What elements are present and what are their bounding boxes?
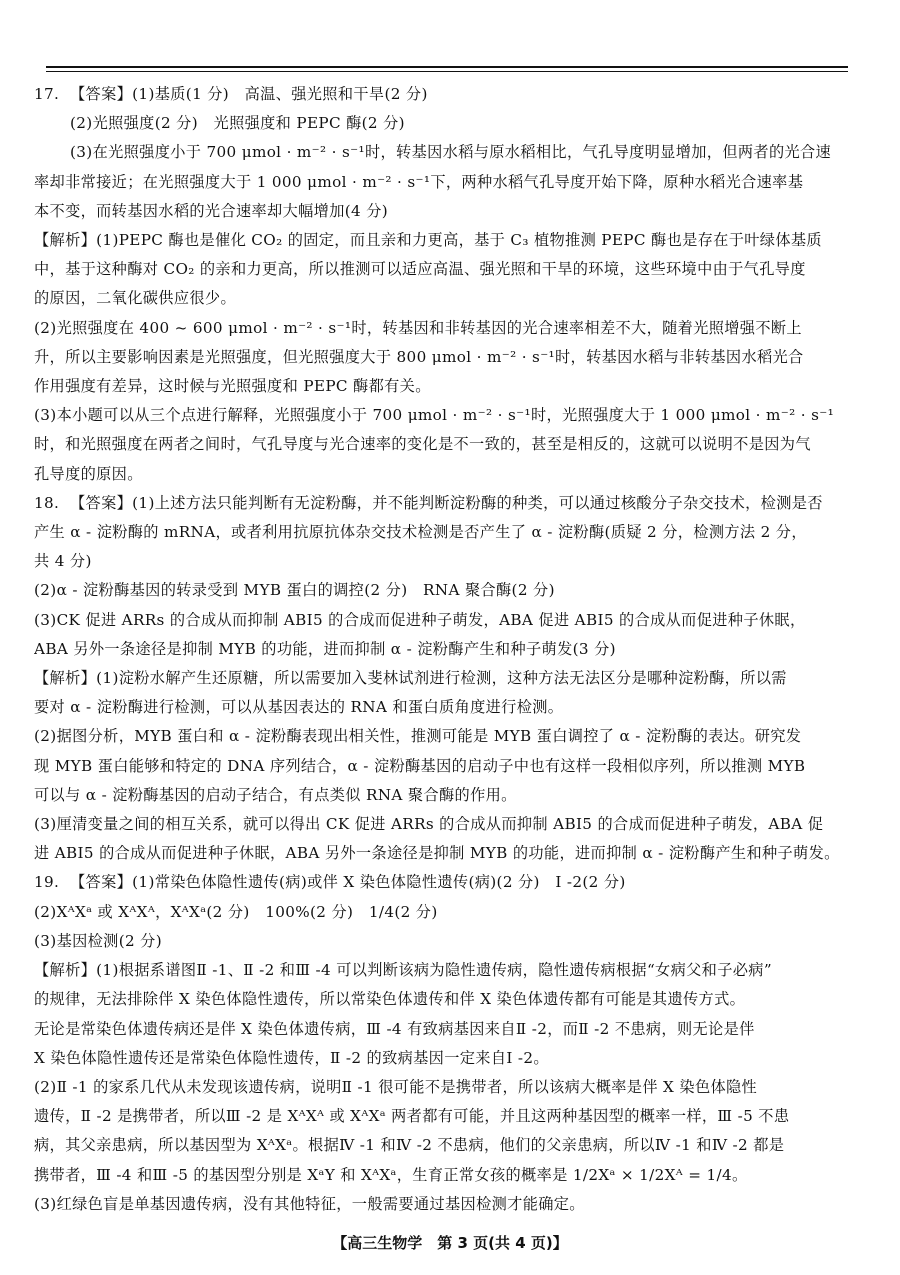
q19-answer-line-3: (3)基因检测(2 分) <box>34 931 162 950</box>
q17-answer-line-3: (3)在光照强度小于 700 μmol · m⁻² · s⁻¹时，转基因水稻与原水稻相比，气孔导度明显增加，但两者的光合速 <box>70 143 832 162</box>
q18-answer-line-2: 产生 α - 淀粉酶的 mRNA，或者利用抗原抗体杂交技术检测是否产生了 α - 淀粉酶(质疑 2 分，检测方法 2 分， <box>34 523 807 542</box>
q17-analysis-line-9: 孔导度的原因。 <box>34 464 143 483</box>
q17-analysis-line-4: (2)光照强度在 400 ~ 600 μmol · m⁻² · s⁻¹时，转基因和非转基因的光合速率相差不大，随着光照增强不断上 <box>34 318 802 337</box>
top-rule-thin <box>46 71 848 72</box>
page-content <box>34 80 854 1219</box>
q18-analysis-line-4: 现 MYB 蛋白能够和特定的 DNA 序列结合，α - 淀粉酶基因的启动子中也有这样一段相似序列，所以推测 MYB <box>34 756 806 775</box>
q17-analysis-line-3: 的原因，二氧化碳供应很少。 <box>34 289 236 308</box>
q17-analysis-line-1: 【解析】(1)PEPC 酶也是催化 CO₂ 的固定，而且亲和力更高，基于 C₃ 植物推测 PEPC 酶也是存在于叶绿体基质 <box>34 231 822 250</box>
q18-analysis-line-3: (2)据图分析，MYB 蛋白和 α - 淀粉酶表现出相关性，推测可能是 MYB 蛋白调控了 α - 淀粉酶的表达。研究发 <box>34 727 802 746</box>
q19-answer-line-1: 19. 【答案】(1)常染色体隐性遗传(病)或伴 X 染色体隐性遗传(病)(2 分) Ⅰ -2(2 分) <box>34 868 854 897</box>
top-rule <box>46 66 848 68</box>
q18-number: 18. <box>34 493 60 512</box>
q18-answer-line-5: (3)CK 促进 ARRs 的合成从而抑制 ABI5 的合成而促进种子萌发，ABA 促进 ABI5 的合成从而促进种子休眠， <box>34 610 806 629</box>
q18-analysis-line-2: 要对 α - 淀粉酶进行检测，可以从基因表达的 RNA 和蛋白质角度进行检测。 <box>34 698 564 717</box>
q18-analysis-line-5: 可以与 α - 淀粉酶基因的启动子结合，有点类似 RNA 聚合酶的作用。 <box>34 785 517 804</box>
q18-analysis-line-6: (3)厘清变量之间的相互关系，就可以得出 CK 促进 ARRs 的合成从而抑制 ABI5 的合成而促进种子萌发，ABA 促 <box>34 815 824 834</box>
q19-analysis-line-9: (3)红绿色盲是单基因遗传病，没有其他特征，一般需要通过基因检测才能确定。 <box>34 1194 585 1213</box>
q19-analysis-line-1: 【解析】(1)根据系谱图Ⅱ -1、Ⅱ -2 和Ⅲ -4 可以判断该病为隐性遗传病，隐性遗传病根据“女病父和子必病” <box>34 961 772 980</box>
q17-answer-line-4: 率却非常接近；在光照强度大于 1 000 μmol · m⁻² · s⁻¹下，两种水稻气孔导度开始下降，原种水稻光合速率基 <box>34 172 804 191</box>
q19-number: 19. <box>34 873 60 892</box>
q18-answer-line-4: (2)α - 淀粉酶基因的转录受到 MYB 蛋白的调控(2 分) RNA 聚合酶(2 分) <box>34 581 555 600</box>
q17-answer-line-2: (2)光照强度(2 分) 光照强度和 PEPC 酶(2 分) <box>70 114 405 133</box>
q19-analysis-line-2: 的规律，无法排除伴 X 染色体隐性遗传，所以常染色体遗传和伴 X 染色体遗传都有可能是其遗传方式。 <box>34 990 746 1009</box>
q18-analysis-line-1: 【解析】(1)淀粉水解产生还原糖，所以需要加入斐林试剂进行检测，这种方法无法区分是哪种淀粉酶，所以需 <box>34 669 787 688</box>
q19-analysis-line-7: 病，其父亲患病，所以基因型为 XᴬXᵃ。根据Ⅳ -1 和Ⅳ -2 不患病，他们的父亲患病，所以Ⅳ -1 和Ⅳ -2 都是 <box>34 1136 785 1155</box>
q19-analysis-line-8: 携带者，Ⅲ -4 和Ⅲ -5 的基因型分别是 XᵃY 和 XᴬXᵃ，生育正常女孩的概率是 1/2Xᵃ × 1/2Xᴬ = 1/4。 <box>34 1165 748 1184</box>
q19-analysis-line-3: 无论是常染色体遗传病还是伴 X 染色体遗传病，Ⅲ -4 有致病基因来自Ⅱ -2，而Ⅱ -2 不患病，则无论是伴 <box>34 1019 755 1038</box>
q17-analysis-line-7: (3)本小题可以从三个点进行解释，光照强度小于 700 μmol · m⁻² · s⁻¹时，光照强度大于 1 000 μmol · m⁻² · s⁻¹ <box>34 406 835 425</box>
q18-analysis-line-7: 进 ABI5 的合成从而促进种子休眠，ABA 另外一条途径是抑制 MYB 的功能，进而抑制 α - 淀粉酶产生和种子萌发。 <box>34 844 840 863</box>
q18-answer-line-1: 18. 【答案】(1)上述方法只能判断有无淀粉酶，并不能判断淀粉酶的种类，可以通过核酸分子杂交技术，检测是否 <box>34 489 854 518</box>
page-footer: 【高三生物学 第 3 页(共 4 页)】 <box>332 1234 568 1252</box>
q19-analysis-line-4: X 染色体隐性遗传还是常染色体隐性遗传，Ⅱ -2 的致病基因一定来自Ⅰ -2。 <box>34 1048 549 1067</box>
q17-answer-line-5: 本不变，而转基因水稻的光合速率却大幅增加(4 分) <box>34 201 389 220</box>
q18-answer-line-3: 共 4 分) <box>34 552 92 571</box>
q17-answer-line-1: 17. 【答案】(1)基质(1 分) 高温、强光照和干旱(2 分) <box>34 80 854 109</box>
q19-analysis-line-5: (2)Ⅱ -1 的家系几代从未发现该遗传病，说明Ⅱ -1 很可能不是携带者，所以该病大概率是伴 X 染色体隐性 <box>34 1077 758 1096</box>
q19-analysis-line-6: 遗传，Ⅱ -2 是携带者，所以Ⅲ -2 是 XᴬXᴬ 或 XᴬXᵃ 两者都有可能，并且这两种基因型的概率一样，Ⅲ -5 不患 <box>34 1107 790 1126</box>
q17-analysis-line-2: 中，基于这种酶对 CO₂ 的亲和力更高，所以推测可以适应高温、强光照和干旱的环境，这些环境中由于气孔导度 <box>34 260 806 279</box>
q17-analysis-line-8: 时，和光照强度在两者之间时，气孔导度与光合速率的变化是不一致的，甚至是相反的，这就可以说明不是因为气 <box>34 435 811 454</box>
q17-number: 17. <box>34 85 60 103</box>
q19-answer-line-2: (2)XᴬXᵃ 或 XᴬXᴬ，XᴬXᵃ(2 分) 100%(2 分) 1/4(2 分) <box>34 902 438 921</box>
q17-analysis-line-6: 作用强度有差异，这时候与光照强度和 PEPC 酶都有关。 <box>34 377 431 396</box>
q17-analysis-line-5: 升，所以主要影响因素是光照强度，但光照强度大于 800 μmol · m⁻² · s⁻¹时，转基因水稻与非转基因水稻光合 <box>34 347 804 366</box>
q18-answer-line-6: ABA 另外一条途径是抑制 MYB 的功能，进而抑制 α - 淀粉酶产生和种子萌发(3 分) <box>34 639 616 658</box>
